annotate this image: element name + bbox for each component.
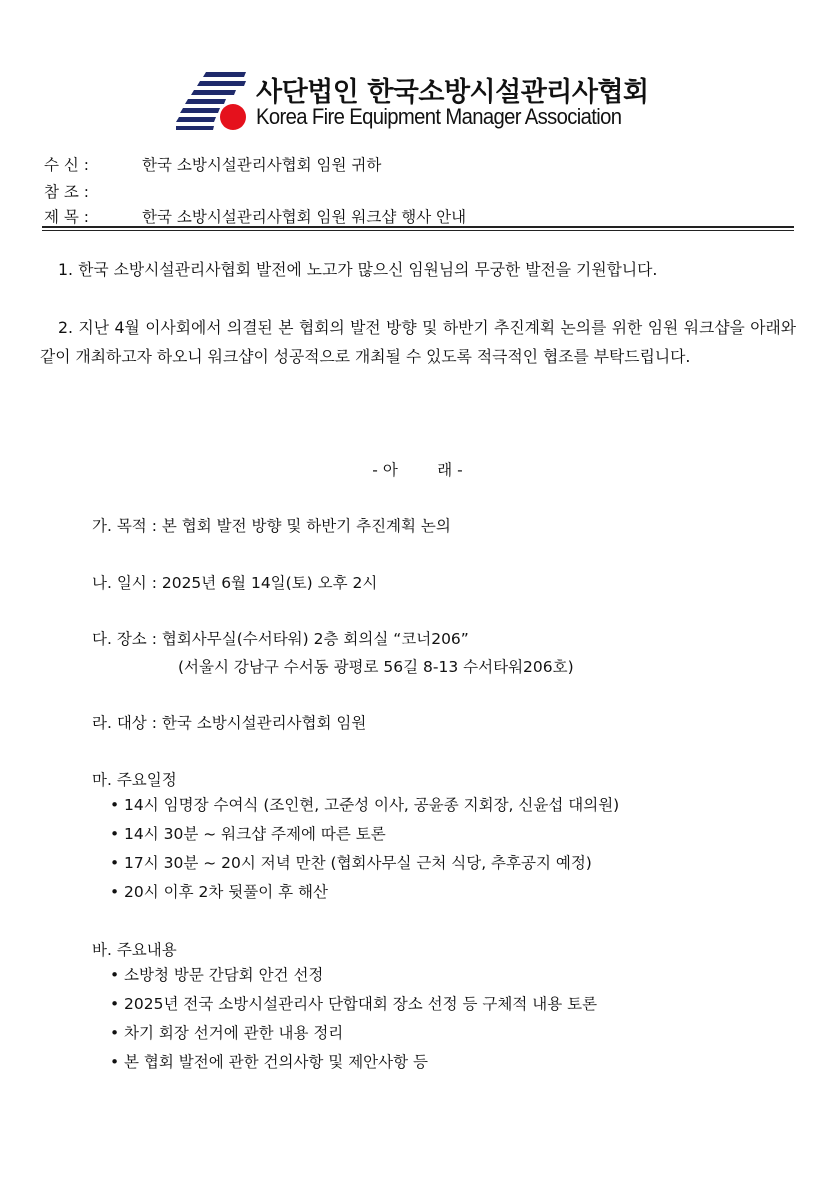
subject-value: 한국 소방시설관리사협회 임원 워크샵 행사 안내 [142,208,467,226]
schedule-list [110,791,619,907]
list-item: • 14시 임명장 수여식 (조인현, 고준성 이사, 공윤종 지회장, 신윤섭 대의원) [110,791,619,820]
schedule-title: 마. 주요일정 [92,771,177,789]
datetime-item: 나. 일시 : 2025년 6월 14일(토) 오후 2시 [92,574,378,592]
contents-title: 바. 주요내용 [92,941,177,959]
list-item: • 2025년 전국 소방시설관리사 단합대회 장소 선정 등 구체적 내용 토론 [110,990,597,1019]
reference-label: 참 조 : [44,183,90,201]
paragraph-1-text: 1. 한국 소방시설관리사협회 발전에 노고가 많으신 임원님의 무궁한 발전을 기원합니다. [58,260,658,279]
list-item: • 본 협회 발전에 관한 건의사항 및 제안사항 등 [110,1048,597,1077]
header-divider [42,226,794,228]
logo-english-name: Korea Fire Equipment Manager Association [256,104,622,129]
subject-label: 제 목 : [44,208,90,226]
list-item: • 소방청 방문 간담회 안건 선정 [110,961,597,990]
purpose-item: 가. 목적 : 본 협회 발전 방향 및 하반기 추진계획 논의 [92,517,451,535]
target-item: 라. 대상 : 한국 소방시설관리사협회 임원 [92,714,367,732]
list-item: • 20시 이후 2차 뒷풀이 후 해산 [110,878,619,907]
recipient-label: 수 신 : [44,156,90,174]
fire-logo-icon [176,70,250,132]
recipient-value: 한국 소방시설관리사협회 임원 귀하 [142,156,382,174]
paragraph-2 [40,313,796,371]
header-divider-thin [42,230,794,231]
place-item: 다. 장소 : 협회사무실(수서타워) 2층 회의실 “코너206” [92,630,469,648]
list-item: • 17시 30분 ~ 20시 저녁 만찬 (협회사무실 근처 식당, 추후공지 예정) [110,849,619,878]
notice-title: - 아 래 - [372,461,463,479]
association-logo [176,70,649,134]
paragraph-2-text: 2. 지난 4월 이사회에서 의결된 본 협회의 발전 방향 및 하반기 추진계획 논의를 위한 임원 워크샵을 아래와 같이 개최하고자 하오니 워크샵이 성공적으로 개최될 수 있도록 적극적인 협조를 부탁드립니다. [40,318,796,366]
contents-list [110,961,597,1077]
paragraph-1 [40,255,796,284]
list-item: • 차기 회장 선거에 관한 내용 정리 [110,1019,597,1048]
logo-korean-name: 사단법인 한국소방시설관리사협회 [256,77,649,108]
address-line: (서울시 강남구 수서동 광평로 56길 8-13 수서타워206호) [178,658,574,676]
list-item: • 14시 30분 ~ 워크샵 주제에 따른 토론 [110,820,619,849]
